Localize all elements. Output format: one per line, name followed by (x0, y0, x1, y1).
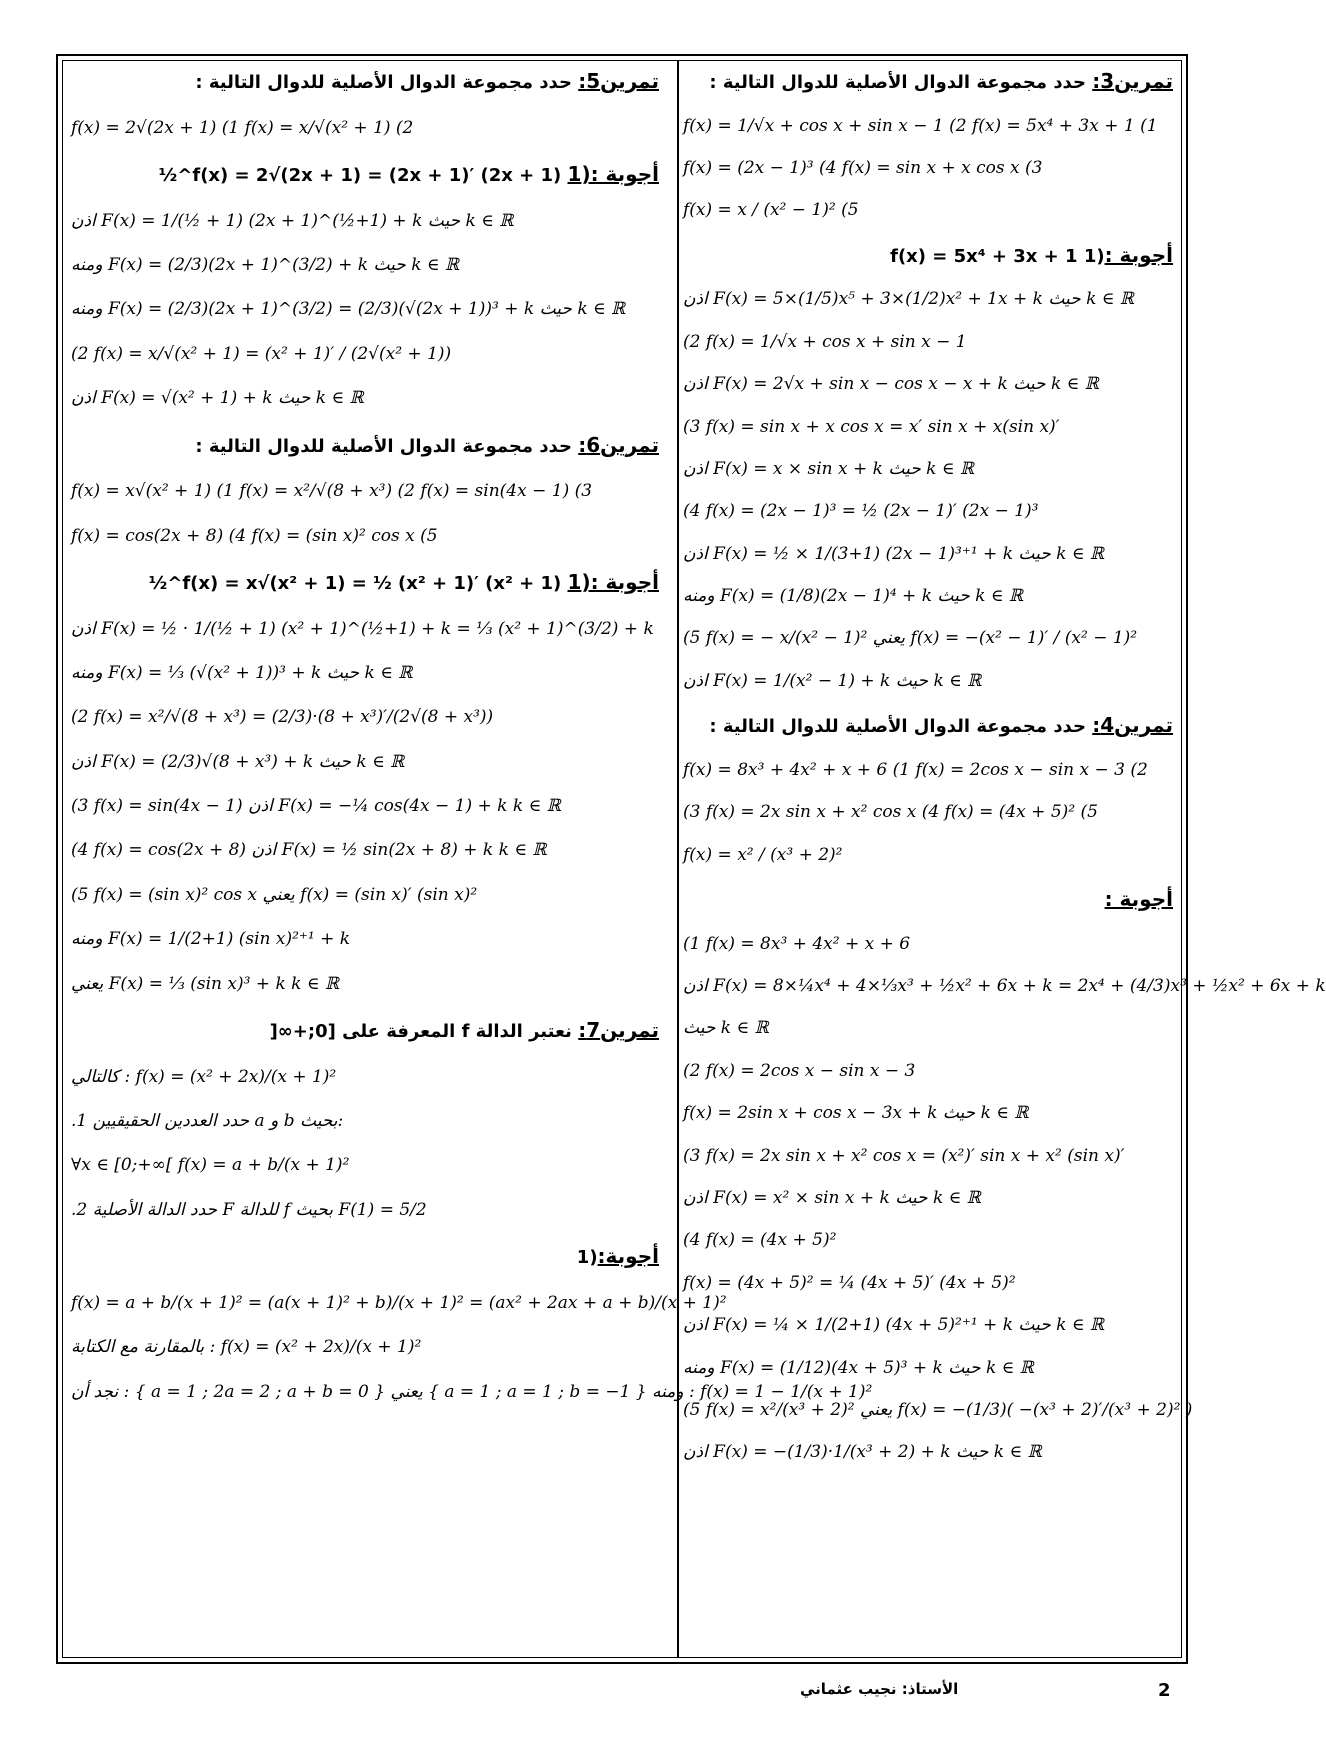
heading-text: f(x) = 2√(2x + 1) = (2x + 1)′ (2x + 1)^½ (158, 164, 568, 186)
math-line: ومنه F(x) = (1/8)(2x − 1)⁴ + k حيث k ∈ ℝ (683, 586, 1023, 607)
exercise-heading (71, 69, 659, 94)
heading-text: (1 f(x) = 5x⁴ + 3x + 1 (890, 245, 1105, 267)
math-line: اذن F(x) = 8×¼x⁴ + 4×⅓x³ + ½x² + 6x + k = 2x⁴ + (4/3)x³ + ½x² + 6x + k (683, 976, 1326, 997)
heading-text: نعتبر الدالة f المعرفة على [0;+∞[ (269, 1021, 579, 1043)
answer-heading (683, 243, 1173, 268)
math-line: f(x) = a + b/(x + 1)² = (a(x + 1)² + b)/(x + 1)² = (ax² + 2ax + a + b)/(x + 1)² (71, 1292, 727, 1313)
math-line: بالمقارنة مع الكتابة : f(x) = (x² + 2x)/(x + 1)² (71, 1337, 422, 1358)
heading-text: حدد مجموعة الدوال الأصلية للدوال التالية : (709, 716, 1093, 738)
math-line: اذن F(x) = −(1/3)·1/(x³ + 2) + k حيث k ∈ ℝ (683, 1442, 1042, 1463)
math-line: f(x) = 8x³ + 4x² + x + 6 (1 f(x) = 2cos x − sin x − 3 (2 (683, 759, 1148, 780)
math-line: كالتالي : f(x) = (x² + 2x)/(x + 1)² (71, 1066, 337, 1087)
math-line: f(x) = 2sin x + cos x − 3x + k حيث k ∈ ℝ (683, 1103, 1029, 1124)
math-line: اذن F(x) = 1/(½ + 1) (2x + 1)^(½+1) + k حيث k ∈ ℝ (71, 210, 514, 231)
heading-text: f(x) = x√(x² + 1) = ½ (x² + 1)′ (x² + 1)^½ (148, 572, 568, 594)
page-frame-inner (62, 60, 1326, 1658)
math-line: اذن F(x) = √(x² + 1) + k حيث k ∈ ℝ (71, 388, 364, 409)
math-line: f(x) = (4x + 5)² = ¼ (4x + 5)′ (4x + 5)² (683, 1272, 1016, 1293)
answer-heading (683, 887, 1173, 912)
math-line: f(x) = x / (x² − 1)² (5 (683, 200, 859, 221)
math-line: اذن F(x) = ½ · 1/(½ + 1) (x² + 1)^(½+1) + k = ⅓ (x² + 1)^(3/2) + k (71, 618, 654, 639)
exercise-label: تمرين4: (1092, 713, 1173, 738)
math-line: اذن F(x) = 1/(x² − 1) + k حيث k ∈ ℝ (683, 670, 982, 691)
math-line: اذن F(x) = 5×(1/5)x⁵ + 3×(1/2)x² + 1x + k حيث k ∈ ℝ (683, 289, 1134, 310)
page-number: 2 (1158, 1680, 1171, 1701)
math-line: (3 f(x) = 2x sin x + x² cos x (4 f(x) = (4x + 5)² (5 (683, 802, 1098, 823)
answer-label: أجوبة : (1104, 242, 1173, 267)
exercise-label: تمرين3: (1092, 69, 1173, 93)
math-line: ومنه F(x) = (1/12)(4x + 5)³ + k حيث k ∈ ℝ (683, 1357, 1034, 1378)
exercise-heading (71, 433, 659, 458)
math-line: ∀x ∈ [0;+∞[ f(x) = a + b/(x + 1)² (71, 1155, 350, 1176)
math-line: نجد أن : { a = 1 ; 2a = 2 ; a + b = 0 } يعني { a = 1 ; a = 1 ; b = −1 } ومنه : f(x) = 1 − 1/(x + 1)² (71, 1381, 873, 1402)
math-line: (5 f(x) = (sin x)² cos x يعني f(x) = (sin x)′ (sin x)² (71, 884, 478, 905)
math-line: (5 f(x) = − x/(x² − 1)² يعني f(x) = −(x² − 1)′ / (x² − 1)² (683, 628, 1138, 649)
exercise-label: تمرين6: (578, 432, 659, 457)
math-line: ومنه F(x) = (2/3)(2x + 1)^(3/2) + k حيث k ∈ ℝ (71, 254, 460, 275)
math-line: f(x) = 2√(2x + 1) (1 f(x) = x/√(x² + 1) (2 (71, 117, 414, 138)
math-line: اذن F(x) = ½ × 1/(3+1) (2x − 1)³⁺¹ + k حيث k ∈ ℝ (683, 543, 1104, 564)
math-line: (1 f(x) = 8x³ + 4x² + x + 6 (683, 933, 911, 954)
answer-label: أجوبة :(1 (567, 161, 659, 186)
math-line: f(x) = (2x − 1)³ (4 f(x) = sin x + x cos x (3 (683, 157, 1043, 178)
answer-heading (71, 1244, 659, 1269)
math-line: f(x) = cos(2x + 8) (4 f(x) = (sin x)² cos x (5 (71, 525, 438, 546)
heading-text: (1 (576, 1247, 598, 1269)
exercise-label: تمرين5: (578, 69, 659, 93)
math-line: (2 f(x) = x/√(x² + 1) = (x² + 1)′ / (2√(x² + 1)) (71, 343, 452, 364)
math-line: (5 f(x) = x²/(x³ + 2)² يعني f(x) = −(1/3)( −(x³ + 2)′/(x³ + 2)² ) (683, 1399, 1193, 1420)
page-footer (0, 1680, 1240, 1710)
math-line: f(x) = x√(x² + 1) (1 f(x) = x²/√(8 + x³) (2 f(x) = sin(4x − 1) (3 (71, 481, 593, 502)
math-line: f(x) = 1/√x + cos x + sin x − 1 (2 f(x) = 5x⁴ + 3x + 1 (1 (683, 115, 1158, 136)
heading-text: حدد مجموعة الدوال الأصلية للدوال التالية : (195, 72, 579, 93)
answer-heading (71, 570, 659, 595)
heading-text: حدد مجموعة الدوال الأصلية للدوال التالية : (709, 72, 1093, 93)
math-line: حيث k ∈ ℝ (683, 1018, 769, 1039)
math-line: ومنه F(x) = ⅓ (√(x² + 1))³ + k حيث k ∈ ℝ (71, 662, 413, 683)
math-line: ومنه F(x) = (2/3)(2x + 1)^(3/2) = (2/3)(√(2x + 1))³ + k حيث k ∈ ℝ (71, 299, 626, 320)
math-line: (4 f(x) = cos(2x + 8) اذن F(x) = ½ sin(2x + 8) + k k ∈ ℝ (71, 840, 547, 861)
teacher-name: الأستاذ: نجيب عثماني (800, 1680, 959, 1698)
math-line: اذن F(x) = x² × sin x + k حيث k ∈ ℝ (683, 1187, 981, 1208)
math-line: اذن F(x) = x × sin x + k حيث k ∈ ℝ (683, 458, 974, 479)
math-line: (2 f(x) = x²/√(8 + x³) = (2/3)·(8 + x³)′/(2√(8 + x³)) (71, 707, 494, 728)
exercise-label: تمرين7: (578, 1018, 659, 1043)
math-line: ومنه F(x) = 1/(2+1) (sin x)²⁺¹ + k (71, 929, 351, 950)
answer-label: أجوبة : (1104, 887, 1173, 912)
math-line: .1 حدد العددين الحقيقيين a و b بحيث: (71, 1111, 344, 1131)
math-line: (3 f(x) = 2x sin x + x² cos x = (x²)′ sin x + x² (sin x)′ (683, 1145, 1125, 1166)
answer-label: أجوبة: (597, 1244, 659, 1269)
math-line: اذن F(x) = (2/3)√(8 + x³) + k حيث k ∈ ℝ (71, 751, 405, 772)
math-line: اذن F(x) = 2√x + sin x − cos x − x + k حيث k ∈ ℝ (683, 374, 1099, 395)
math-line: (3 f(x) = sin x + x cos x = x′ sin x + x(sin x)′ (683, 416, 1060, 437)
math-line: (4 f(x) = (4x + 5)² (683, 1230, 837, 1251)
exercise-heading (683, 713, 1173, 738)
math-line: .2 حدد الدالة الأصلية F للدالة f بحيث F(1) = 5/2 (71, 1199, 427, 1220)
page-frame (56, 54, 1326, 1664)
math-line: اذن F(x) = ¼ × 1/(2+1) (4x + 5)²⁺¹ + k حيث k ∈ ℝ (683, 1315, 1104, 1336)
math-line: (3 f(x) = sin(4x − 1) اذن F(x) = −¼ cos(4x − 1) + k k ∈ ℝ (71, 796, 561, 817)
right-column (683, 69, 1326, 1649)
math-line: (4 f(x) = (2x − 1)³ = ½ (2x − 1)′ (2x − 1)³ (683, 501, 1039, 522)
math-line: (2 f(x) = 2cos x − sin x − 3 (683, 1060, 916, 1081)
column-divider (677, 61, 679, 1657)
answer-label: أجوبة :(1 (567, 569, 659, 594)
exercise-heading (683, 69, 1173, 94)
math-line: يعني F(x) = ⅓ (sin x)³ + k k ∈ ℝ (71, 973, 339, 994)
exercise-heading (71, 1018, 659, 1043)
answer-heading (71, 162, 659, 187)
heading-text: حدد مجموعة الدوال الأصلية للدوال التالية : (195, 435, 579, 457)
math-line: f(x) = x² / (x³ + 2)² (683, 844, 843, 865)
math-line: (2 f(x) = 1/√x + cos x + sin x − 1 (683, 331, 967, 352)
